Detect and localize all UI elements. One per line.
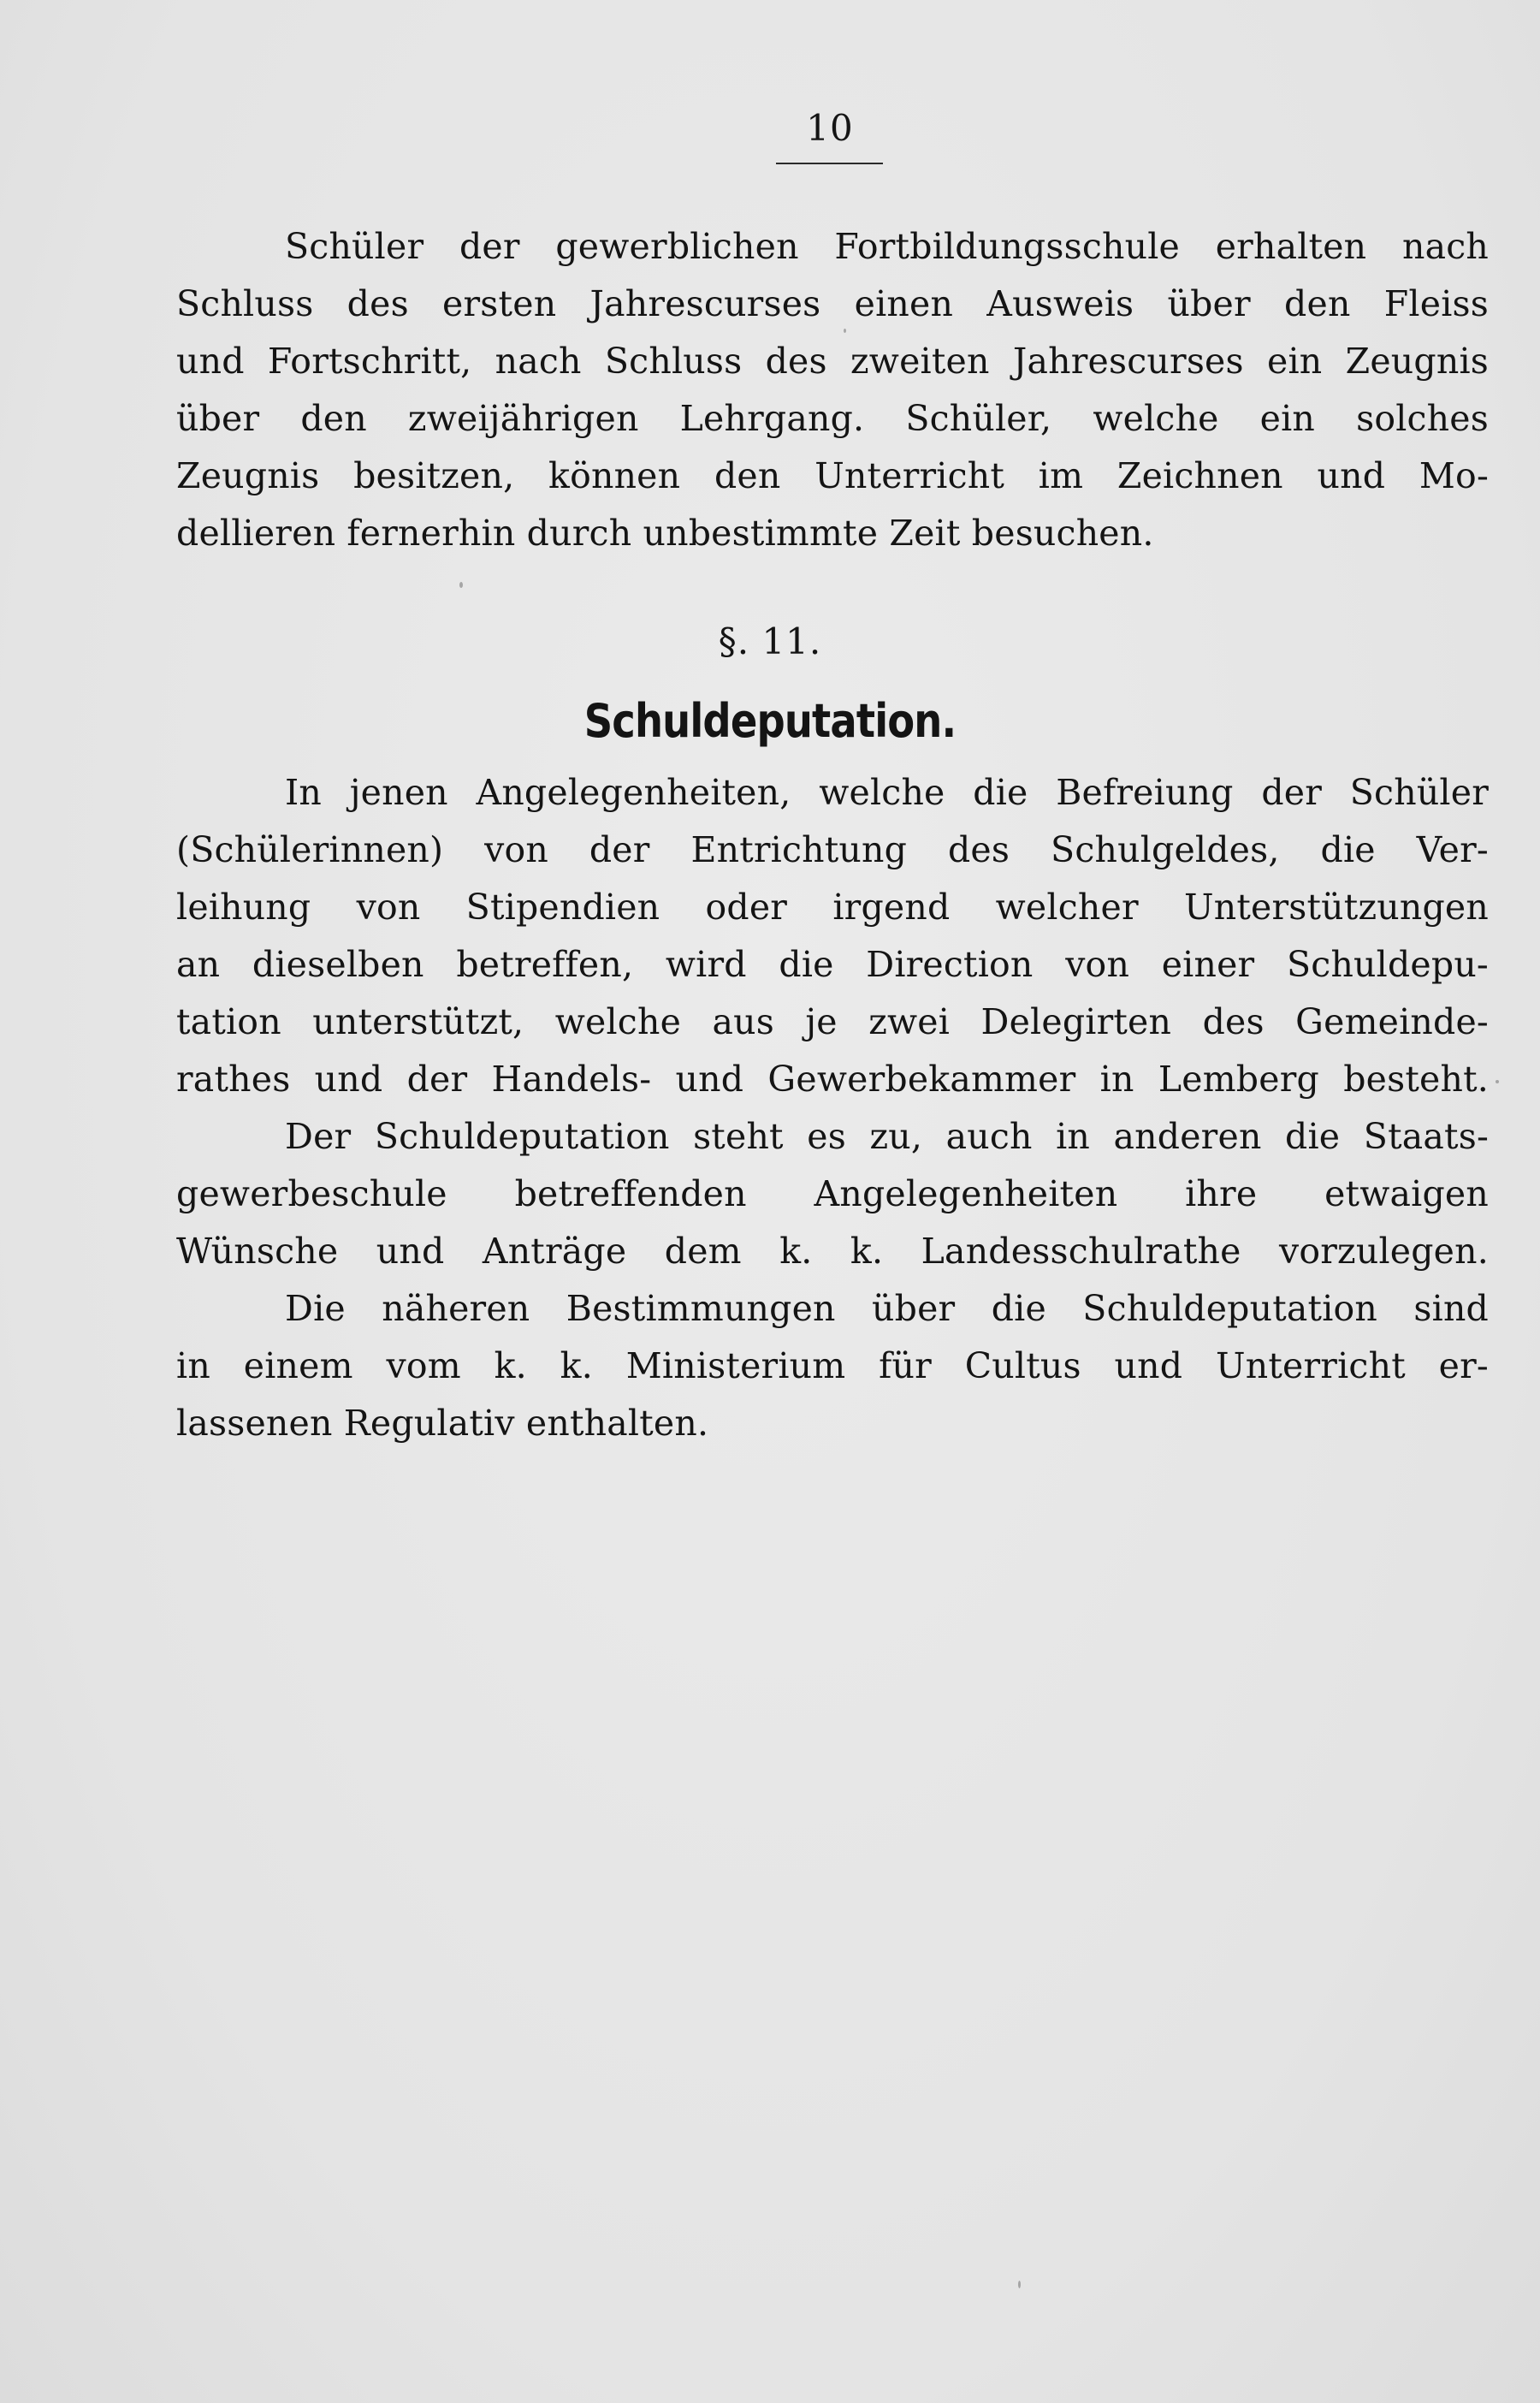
- paragraph-1-line-5: Zeugnis besitzen, können den Unterricht im Zeichnen und Mo-: [176, 455, 1489, 496]
- paragraph-1-line-6: dellieren fernerhin durch unbestimmte Zeit besuchen.: [176, 513, 1154, 554]
- paragraph-2-line-4: an dieselben betreffen, wird die Direction von einer Schuldepu-: [176, 944, 1489, 985]
- section-number: §. 11.: [718, 620, 822, 662]
- page-number-rule: [776, 163, 883, 164]
- scan-speck: [844, 329, 846, 333]
- scan-speck: [1018, 2281, 1021, 2288]
- paragraph-1-line-4: über den zweijährigen Lehrgang. Schüler, welche ein solches: [176, 398, 1489, 439]
- paragraph-4-line-1: Die näheren Bestimmungen über die Schuldeputation sind: [285, 1288, 1489, 1329]
- paragraph-2-line-1: In jenen Angelegenheiten, welche die Befreiung der Schüler: [285, 772, 1489, 813]
- paragraph-3-line-1: Der Schuldeputation steht es zu, auch in anderen die Staats-: [285, 1116, 1489, 1157]
- scan-speck: [459, 582, 463, 588]
- section-title: Schuldeputation.: [583, 694, 957, 748]
- scan-speck: [1496, 1080, 1499, 1083]
- paragraph-3-line-2: gewerbeschule betreffenden Angelegenheiten ihre etwaigen: [176, 1173, 1489, 1214]
- page-number: 10: [806, 107, 854, 149]
- paragraph-1-line-2: Schluss des ersten Jahrescurses einen Ausweis über den Fleiss: [176, 283, 1489, 324]
- paragraph-2-line-2: (Schülerinnen) von der Entrichtung des Schulgeldes, die Ver-: [176, 829, 1489, 870]
- paragraph-4-line-3: lassenen Regulativ enthalten.: [176, 1403, 709, 1444]
- paragraph-2-line-3: leihung von Stipendien oder irgend welcher Unterstützungen: [176, 887, 1489, 928]
- paragraph-1-line-3: und Fortschritt, nach Schluss des zweiten Jahrescurses ein Zeugnis: [176, 341, 1489, 382]
- paragraph-1-line-1: Schüler der gewerblichen Fortbildungsschule erhalten nach: [285, 226, 1489, 267]
- paragraph-4-line-2: in einem vom k. k. Ministerium für Cultus und Unterricht er-: [176, 1345, 1489, 1386]
- paragraph-2-line-6: rathes und der Handels- und Gewerbekammer in Lemberg besteht.: [176, 1059, 1489, 1100]
- paragraph-3-line-3: Wünsche und Anträge dem k. k. Landesschulrathe vorzulegen.: [176, 1231, 1489, 1272]
- paragraph-2-line-5: tation unterstützt, welche aus je zwei Delegirten des Gemeinde-: [176, 1001, 1489, 1042]
